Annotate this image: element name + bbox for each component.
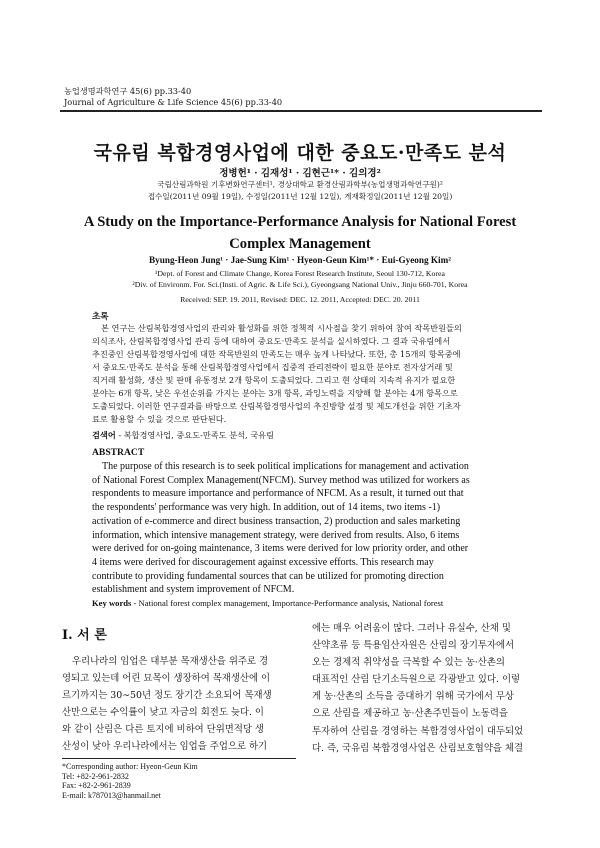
title-ko: 국유림 복합경영사업에 대한 중요도·만족도 분석 [93,142,507,164]
footnote-fax: Fax: +82-2-961-2839 [62,781,131,790]
keywords-ko [92,430,274,441]
authors-ko: 정병헌¹ · 김재성¹ · 김현근¹* · 김의경² [219,168,381,179]
intro-left-line: 우리나라의 임업은 대부분 목재생산을 위주로 경 [72,656,269,667]
authors-en: Byung-Heon Jung¹ · Jae-Sung Kim¹ · Hyeon-Geun Kim¹* · Eui-Gyeong Kim² [149,255,451,265]
intro-left-line: 와 같이 산림은 다른 토지에 비하여 단위면적당 생 [62,724,264,736]
keywords-ko-values: - 복합경영사업, 중요도-만족도 분석, 국유림 [115,430,274,440]
abstract-en-line: activation of e-commerce and direct business transaction, 2) production and sales marketing [92,515,461,527]
intro-right-line: 다. 즉, 국유림 복합경영사업은 산림보호협약을 체결 [312,742,524,754]
abstract-en-line: establishment and system improvement of NFCM. [92,584,295,596]
dates-en: Received: SEP. 19. 2011, Revised: DEC. 12. 2011, Accepted: DEC. 20. 2011 [180,295,420,304]
abstract-ko-line: 추진중인 산림복합경영사업에 대한 작목반원의 만족도는 매우 높게 나타났다. 또한, 총 15개의 항목중에 [92,349,461,359]
footnote [62,762,198,800]
intro-right-line: 대표적인 산림 단기소득원으로 각광받고 있다. 이렇 [312,674,521,686]
keywords-en-label: Key words [92,598,132,608]
title-en-line1: A Study on the Importance-Performance Analysis for National Forest [83,214,517,230]
keywords-en-values: - National forest complex management, Importance-Performance analysis, National forest [131,598,444,608]
footnote-email: E-mail: k787013@hanmail.net [62,790,161,800]
dates-ko: 접수일(2011년 09월 19일), 수정일(2011년 12월 12일), 게재확정일(2011년 12월 20일) [147,192,453,201]
journal-header-ko: 농업생명과학연구 45(6) pp.33-40 [64,86,192,96]
intro-left-line: 산만으로는 수익률이 낮고 자금의 회전도 늦다. 이 [62,707,264,719]
abstract-en-line: information, which intensive management strategy, were derived from results. Also, 6 items [92,529,460,541]
footnote-tel: Tel: +82-2-961-2832 [62,771,129,781]
abstract-ko-line: 료로 활용할 수 있을 것으로 판단된다. [92,414,227,424]
intro-left-column [62,653,296,756]
intro-heading: Ⅰ. 서 론 [62,628,107,643]
abstract-ko-line: 직거래 활성화, 생산 및 판매 유통정보 2개 항목이 도출되었다. 그리고 현 상태의 지속적 유지가 필요한 [92,375,456,385]
abstract-ko-line: 서 중요도·만족도 분석을 통해 산림복합경영사업에서 집중적 관리전략이 필요한 분야로 전자상거래 및 [92,362,453,372]
abstract-ko-line: 분야는 6개 항목, 낮은 우선순위를 가지는 분야는 3개 항목, 과잉노력을 지양해 할 분야는 4개 항목으로 [92,388,458,398]
abstract-ko-line: 도출되었다. 이러한 연구결과를 바탕으로 산림복합경영사업의 추진방향 설정 및 제도개선을 위한 기초자 [92,401,461,411]
intro-right-line: 게 농·산촌의 소득을 증대하기 위해 국가에서 무상 [312,691,514,703]
intro-left-line: 르기까지는 30∼50년 정도 장기간 소요되어 목재생 [62,690,272,702]
abstract-en-line: of National Forest Complex Management(NFCM). Survey method was utilized for workers as [92,474,470,486]
header-rule [60,110,542,112]
abstract-en-line: The purpose of this research is to seek political implications for management and activation [102,461,469,472]
intro-left-line: 영되고 있는데 어린 묘목이 생장하여 목재생산에 이 [62,673,271,685]
abstract-en-line: respondents to measure importance and performance of NFCM. As a result, it turned out that [92,488,464,500]
intro-left-line: 산성이 낮아 우리나라에서는 임업을 주업으로 하기 [62,741,268,753]
abstract-ko-body [92,322,512,426]
intro-right-column [312,620,546,757]
abstract-en-body [92,460,512,597]
abstract-en-heading: ABSTRACT [92,447,145,458]
intro-right-line: 으로 산림을 제공하고 농·산촌주민들이 노동력을 [312,708,509,720]
abstract-en-line: 4 items were derived for discouragement against excessive efforts. This research may [92,556,434,568]
abstract-en-line: contribute to providing fundamental sources that can be utilized for promoting direction [92,570,444,582]
footnote-corresponding: *Corresponding author: Hyeon-Geun Kim [62,762,198,771]
intro-right-line: 오는 경제적 취약성을 극복할 수 있는 농·산촌의 [312,657,505,669]
affiliation-en-2: ²Div. of Environm. For. Sci.(Insti. of Agric. & Life Sci.), Gyeongsang National Univ., Jinju 660-701, Korea [132,280,468,289]
title-en-line2: Complex Management [229,236,371,252]
abstract-en-line: the respondents' performance was very high. In addition, out of 14 items, two items -1) [92,502,441,514]
journal-header-en: Journal of Agriculture & Life Science 45(6) pp.33-40 [64,97,283,107]
intro-right-line: 에는 매우 어려움이 많다. 그러나 유실수, 산채 및 [312,623,511,634]
abstract-ko-line: 의식조사, 산림복합경영사업 관리 등에 대하여 중요도·만족도 분석을 실시하였다. 그 결과 국유림에서 [92,336,451,346]
intro-right-line: 산약초류 등 특용임산자원은 산림의 장기투자에서 [312,640,515,652]
keywords-ko-label: 검색어 [92,430,116,440]
abstract-en-line: were derived for on-going maintenance, 3 items were derived for low priority order, and other [92,543,469,555]
affiliation-en-1: ¹Dept. of Forest and Climate Change, Korea Forest Research Institute, Seoul 130-712, Korea [155,269,445,278]
abstract-ko-heading: 초록 [92,312,109,322]
intro-right-line: 투자하여 산림을 경영하는 복합경영사업이 대두되었 [312,725,524,737]
title-en [60,211,540,255]
keywords-en [92,598,443,608]
footnote-rule [62,758,296,759]
affiliations-ko: 국립산림과학원 기후변화연구센터¹, 경상대학교 환경산림과학부(농업생명과학연구원)² [157,180,443,189]
abstract-ko-line: 본 연구는 산림복합경영사업의 관리와 활성화를 위한 정책적 시사점을 찾기 위하여 참여 작목반원들의 [101,323,462,333]
